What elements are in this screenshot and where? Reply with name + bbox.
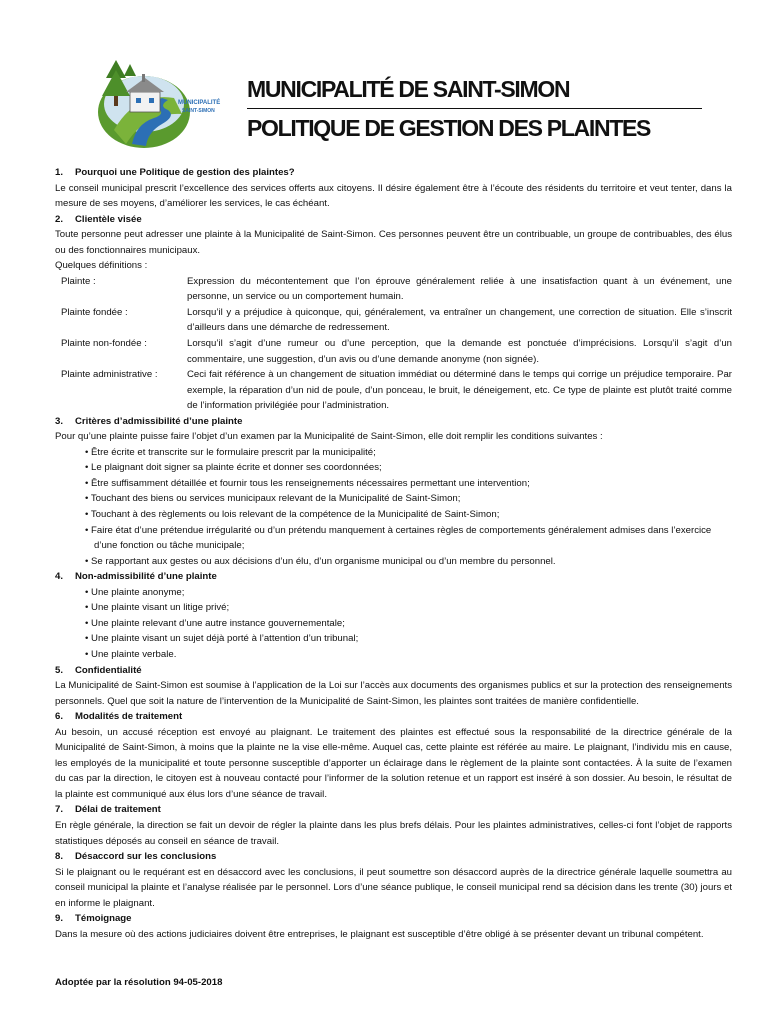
definition-item: Plainte administrative : Ceci fait référence à un changement de situation immédiat ou déterminé dans le temps qui corrige un préjudice temporaire. Par exemple, la réparation d’un nid de poule, d’un ponceau, le bruit, le déneigement, etc. Ce type de plainte est plutôt traité comme de l’information privilégiée pour l’administration. [61, 369, 732, 412]
list-item: • Touchant à des règlements ou lois relevant de la compétence de la Municipalité de Saint-Simon; [85, 509, 500, 521]
list-item: • Une plainte anonyme; [85, 586, 185, 598]
section-2-text: Toute personne peut adresser une plainte à la Municipalité de Saint-Simon. Ces personnes peuvent être un contribuable, un groupe de contribuables, des élus ou des fonctionnaires municipaux. [55, 229, 732, 256]
section-8-text: Si le plaignant ou le requérant est en désaccord avec les conclusions, il peut soumettre son désaccord auprès de la directrice générale laquelle soumettra au conseil municipal la plainte et l’analyse réalisée par le personnel. Lors d’une séance publique, le conseil municipal rend sa décision dans les trente (30) jours et en informe le plaignant. [55, 866, 732, 909]
adoption-resolution: Adoptée par la résolution 94-05-2018 [55, 977, 223, 988]
section-heading-4: 4. Non-admissibilité d’une plainte [55, 571, 217, 583]
section-heading-6: 6. Modalités de traitement [55, 711, 183, 723]
list-item: • Une plainte visant un sujet déjà porté à l’attention d’un tribunal; [85, 633, 359, 645]
logo-text-municipalite: MUNICIPALITÉ [178, 100, 221, 106]
definition-item: Plainte non-fondée : Lorsqu’il s’agit d’une rumeur ou d’une perception, que la demande est ponctuée d’imprécisions. Lorsqu’il s’agit d’un commentaire, une suggestion, d’un avis ou d’une demande anonyme (non signée). [61, 338, 732, 365]
section-heading-5: 5. Confidentialité [55, 664, 142, 676]
definitions-list [61, 274, 732, 414]
logo-text-saint-simon: SAINT-SIMON [182, 108, 215, 114]
section-heading-2: 2. Clientèle visée [55, 213, 142, 225]
admissibility-criteria-list [55, 445, 732, 569]
section-heading-1: 1. Pourquoi une Politique de gestion des plaintes? [55, 167, 295, 178]
non-admissibility-list [55, 585, 732, 663]
section-heading-3: 3. Critères d’admissibilité d’une plainte [55, 415, 243, 427]
section-5-text: La Municipalité de Saint-Simon est soumise à l’application de la Loi sur l’accès aux documents des organismes publics et sur la protection des renseignements personnels. Quel que soit la nature de l’intervention de la Municipalité de Saint-Simon, les plaintes sont traitées de manière confidentielle. [55, 680, 732, 707]
municipality-logo [96, 52, 226, 152]
title-line-2: POLITIQUE DE GESTION DES PLAINTES [247, 115, 651, 141]
section-1-text: Le conseil municipal prescrit l’excellence des services offerts aux citoyens. Il désire également être à l’écoute des résidents du territoire et veut tenter, dans la mesure de ses moyens, d’améliorer les services, le cas échéant. [55, 182, 732, 210]
list-item: • Être écrite et transcrite sur le formulaire prescrit par la municipalité; [85, 446, 376, 458]
section-heading-7: 7. Délai de traitement [55, 804, 161, 816]
section-9-text: Dans la mesure où des actions judiciaires doivent être entreprises, le plaignant est susceptible d’être obligé à se présenter devant un tribunal compétent. [55, 928, 704, 940]
section-3-text: Pour qu’une plainte puisse faire l’objet d’un examen par la Municipalité de Saint-Simon, elle doit remplir les conditions suivantes : [55, 431, 603, 443]
list-item: • Touchant des biens ou services municipaux relevant de la Municipalité de Saint-Simon; [85, 493, 461, 505]
list-item: • Être suffisamment détaillée et fournir tous les renseignements nécessaires permettant une intervention; [85, 477, 530, 489]
title-divider [247, 108, 702, 109]
list-item: • Une plainte relevant d’une autre instance gouvernementale; [85, 617, 345, 629]
list-item: • Le plaignant doit signer sa plainte écrite et donner ses coordonnées; [85, 462, 382, 474]
definitions-intro: Quelques définitions : [55, 260, 148, 272]
list-item: • Une plainte verbale. [85, 648, 177, 660]
section-heading-9: 9. Témoignage [55, 913, 132, 925]
list-item: • Faire état d’une prétendue irrégularité ou d’un prétendu manquement à certaines règles de comportements généralement admises dans l’exercice d’une fonction ou tâche municipale; [85, 524, 712, 552]
title-line-1: MUNICIPALITÉ DE SAINT-SIMON [247, 76, 570, 102]
section-7-text: En règle générale, la direction se fait un devoir de régler la plainte dans les plus brefs délais. Pour les plaintes administratives, celles-ci font l’objet de rapports statistiques déposés au conseil en séance de travail. [55, 819, 732, 847]
section-6-text: Au besoin, un accusé réception est envoyé au plaignant. Le traitement des plaintes est effectué sous la responsabilité de la directrice générale de la Municipalité de Saint-Simon, à moins que la plainte ne la vise elle-même. Auquel cas, cette plainte est référée au maire. Le plaignant, l’individu mis en cause, les employés de la municipalité et toute personne susceptible d’apporter un éclairage dans le règlement de la plainte sont contactées. À la suite de l’examen du cas par la direction, le citoyen est à nouveau contacté pour l’informer de la solution retenue et un rapport est inséré à son dossier. Au besoin, le résultat de la plainte est communiqué aux élus lors d’une séance de travail. [55, 726, 732, 800]
list-item: • Se rapportant aux gestes ou aux décisions d’un élu, d’un organisme municipal ou d’un membre du personnel. [85, 555, 556, 567]
definition-item: Plainte : Expression du mécontentement que l’on éprouve généralement reliée à une insatisfaction quant à un événement, une personne, un service ou un comportement humain. [61, 275, 732, 303]
definition-item: Plainte fondée : Lorsqu’il y a préjudice à quiconque, qui, généralement, va entraîner un changement, une correction de situation. Elle s’inscrit d’ailleurs dans une démarche de redressement. [61, 306, 732, 334]
logo-graphic [96, 52, 226, 152]
section-heading-8: 8. Désaccord sur les conclusions [55, 851, 217, 863]
list-item: • Une plainte visant un litige privé; [85, 602, 230, 614]
document-body [55, 165, 732, 942]
title-block [247, 70, 702, 148]
